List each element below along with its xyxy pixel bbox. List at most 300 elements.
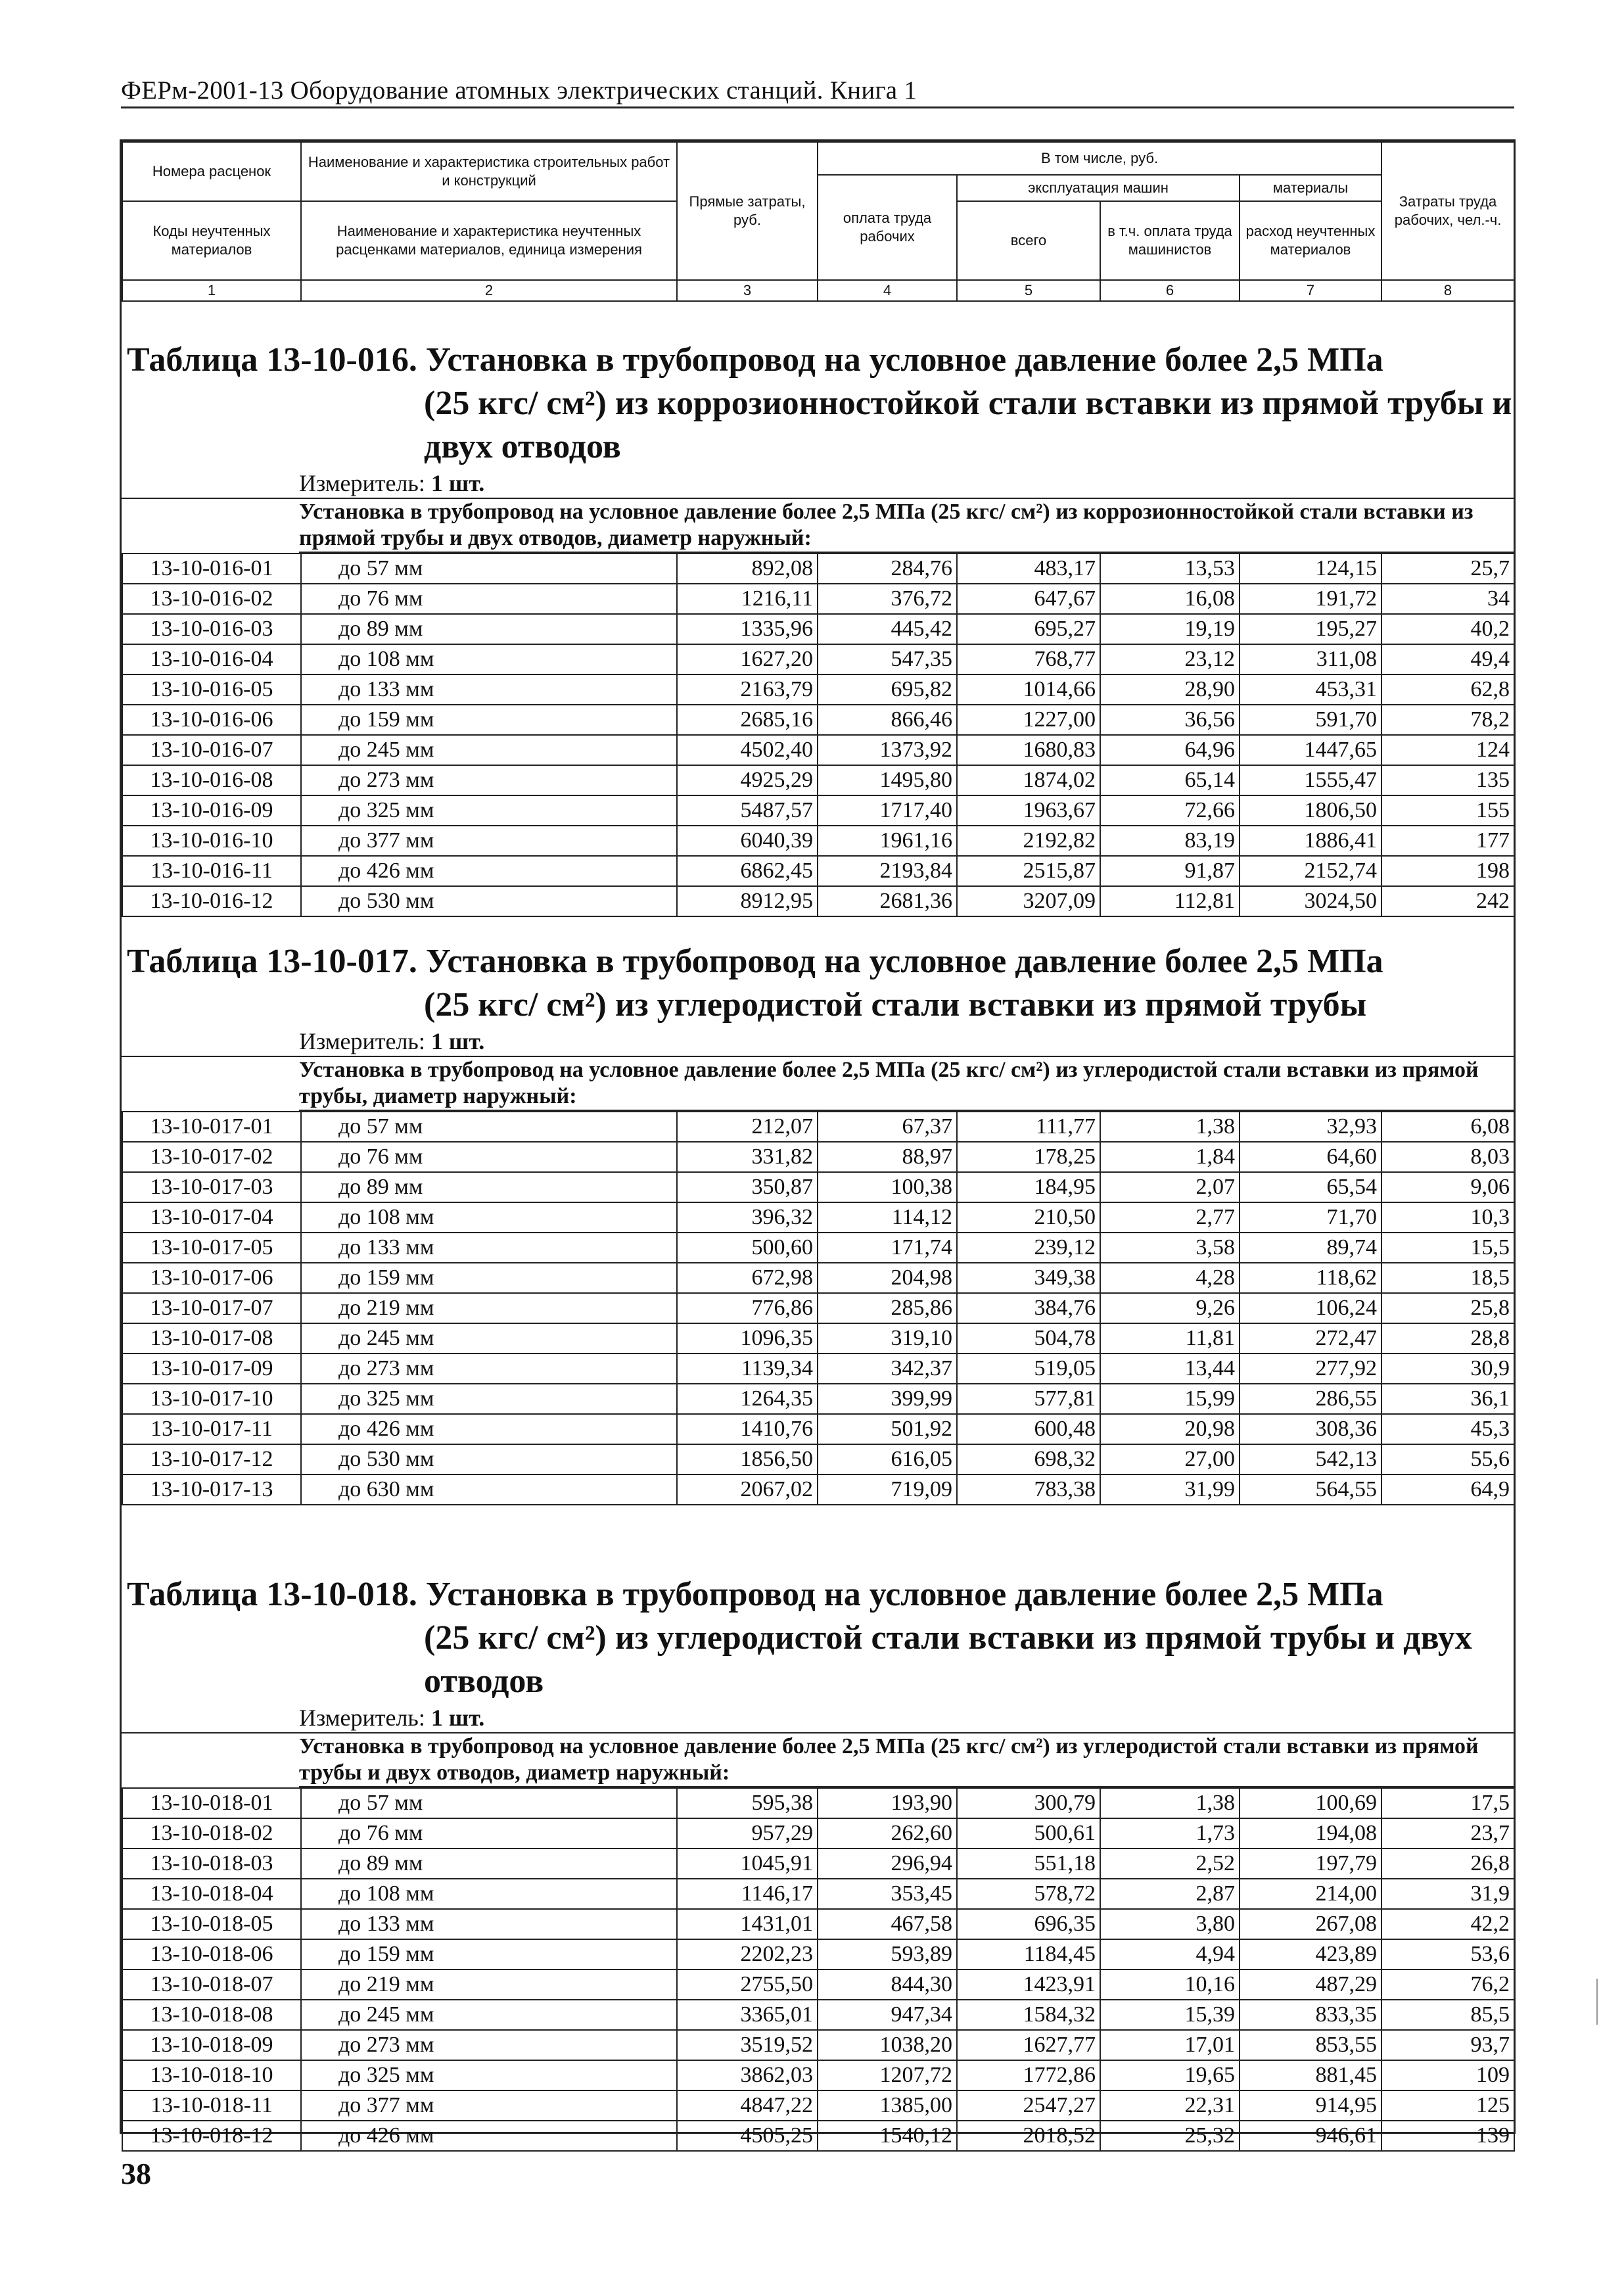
direct-cost-cell: 396,32 [677, 1202, 818, 1233]
materials-cell: 423,89 [1240, 1939, 1381, 1969]
table-title-line: (25 кгс/ см²) из коррозионностойкой стали вставки из прямой трубы и [424, 385, 1512, 422]
header-col5: всего [957, 201, 1100, 280]
machine-total-cell: 1963,67 [957, 795, 1100, 826]
direct-cost-cell: 2202,23 [677, 1939, 818, 1969]
labor-pay-cell: 616,05 [818, 1444, 957, 1474]
operator-pay-cell: 2,07 [1100, 1172, 1240, 1202]
table-row [122, 1414, 1514, 1444]
labor-hours-cell: 155 [1381, 795, 1514, 826]
operator-pay-cell: 10,16 [1100, 1969, 1240, 2000]
labor-pay-cell: 284,76 [818, 554, 957, 584]
labor-hours-cell: 139 [1381, 2121, 1514, 2151]
direct-cost-cell: 3365,01 [677, 2000, 818, 2030]
table-row [122, 1909, 1514, 1939]
operator-pay-cell: 13,53 [1100, 554, 1240, 584]
table-row [122, 1818, 1514, 1849]
materials-cell: 124,15 [1240, 554, 1381, 584]
labor-hours-cell: 177 [1381, 826, 1514, 856]
direct-cost-cell: 2067,02 [677, 1474, 818, 1505]
rate-code-cell: 13-10-018-07 [122, 1969, 301, 2000]
materials-cell: 64,60 [1240, 1142, 1381, 1172]
operator-pay-cell: 19,65 [1100, 2060, 1240, 2090]
header-number: 8 [1381, 280, 1514, 301]
machine-total-cell: 600,48 [957, 1414, 1100, 1444]
machine-total-cell: 519,05 [957, 1354, 1100, 1384]
table-row [122, 886, 1514, 916]
direct-cost-cell: 1139,34 [677, 1354, 818, 1384]
labor-pay-cell: 1717,40 [818, 795, 957, 826]
diameter-cell: до 325 мм [301, 1384, 677, 1414]
table-row [122, 1354, 1514, 1384]
operator-pay-cell: 16,08 [1100, 584, 1240, 614]
diameter-cell: до 57 мм [301, 1788, 677, 1818]
meter-label: Измеритель: [299, 1705, 425, 1731]
diameter-cell: до 426 мм [301, 1414, 677, 1444]
header-materials: материалы [1240, 175, 1381, 201]
direct-cost-cell: 1096,35 [677, 1323, 818, 1354]
operator-pay-cell: 3,58 [1100, 1233, 1240, 1263]
labor-pay-cell: 285,86 [818, 1293, 957, 1323]
labor-hours-cell: 30,9 [1381, 1354, 1514, 1384]
direct-cost-cell: 8912,95 [677, 886, 818, 916]
labor-pay-cell: 342,37 [818, 1354, 957, 1384]
diameter-cell: до 530 мм [301, 1444, 677, 1474]
header-col2-top: Наименование и характеристика строительных работ и конструкций [301, 142, 677, 201]
labor-pay-cell: 376,72 [818, 584, 957, 614]
direct-cost-cell: 3862,03 [677, 2060, 818, 2090]
diameter-cell: до 57 мм [301, 1112, 677, 1142]
rate-code-cell: 13-10-018-09 [122, 2030, 301, 2060]
table-block-13-10-018 [122, 1573, 1514, 2152]
meter-value: 1 шт. [430, 1028, 485, 1054]
diameter-cell: до 76 мм [301, 584, 677, 614]
direct-cost-cell: 672,98 [677, 1263, 818, 1293]
materials-cell: 118,62 [1240, 1263, 1381, 1293]
operator-pay-cell: 17,01 [1100, 2030, 1240, 2060]
labor-hours-cell: 31,9 [1381, 1879, 1514, 1909]
table-title-line: Таблица 13-10-018. Установка в трубопровод на условное давление более 2,5 МПа [127, 1576, 1383, 1613]
rate-code-cell: 13-10-017-02 [122, 1142, 301, 1172]
direct-cost-cell: 595,38 [677, 1788, 818, 1818]
machine-total-cell: 1423,91 [957, 1969, 1100, 2000]
diameter-cell: до 325 мм [301, 2060, 677, 2090]
labor-pay-cell: 467,58 [818, 1909, 957, 1939]
table-row [122, 765, 1514, 795]
machine-total-cell: 178,25 [957, 1142, 1100, 1172]
materials-cell: 106,24 [1240, 1293, 1381, 1323]
operator-pay-cell: 65,14 [1100, 765, 1240, 795]
operator-pay-cell: 2,77 [1100, 1202, 1240, 1233]
table-row [122, 1444, 1514, 1474]
margin-mark [1596, 1979, 1598, 2025]
diameter-cell: до 57 мм [301, 554, 677, 584]
document-body [120, 139, 1516, 2148]
labor-pay-cell: 719,09 [818, 1474, 957, 1505]
header-machines: эксплуатация машин [957, 175, 1240, 201]
rate-code-cell: 13-10-016-08 [122, 765, 301, 795]
table-row [122, 705, 1514, 735]
table-row [122, 1384, 1514, 1414]
operator-pay-cell: 25,32 [1100, 2121, 1240, 2151]
header-including: В том числе, руб. [818, 142, 1381, 175]
rate-code-cell: 13-10-017-06 [122, 1263, 301, 1293]
operator-pay-cell: 1,38 [1100, 1112, 1240, 1142]
diameter-cell: до 426 мм [301, 2121, 677, 2151]
machine-total-cell: 1227,00 [957, 705, 1100, 735]
diameter-cell: до 245 мм [301, 1323, 677, 1354]
materials-cell: 1886,41 [1240, 826, 1381, 856]
table-row [122, 1202, 1514, 1233]
labor-hours-cell: 109 [1381, 2060, 1514, 2090]
table-row [122, 1939, 1514, 1969]
operator-pay-cell: 22,31 [1100, 2090, 1240, 2121]
rate-code-cell: 13-10-016-02 [122, 584, 301, 614]
direct-cost-cell: 350,87 [677, 1172, 818, 1202]
labor-hours-cell: 25,8 [1381, 1293, 1514, 1323]
labor-hours-cell: 85,5 [1381, 2000, 1514, 2030]
direct-cost-cell: 1335,96 [677, 614, 818, 644]
meter-value: 1 шт. [430, 470, 485, 496]
rate-code-cell: 13-10-017-12 [122, 1444, 301, 1474]
operator-pay-cell: 15,39 [1100, 2000, 1240, 2030]
table-row [122, 1788, 1514, 1818]
table-row [122, 2090, 1514, 2121]
labor-pay-cell: 445,42 [818, 614, 957, 644]
materials-cell: 914,95 [1240, 2090, 1381, 2121]
rate-code-cell: 13-10-016-06 [122, 705, 301, 735]
header-number: 4 [818, 280, 957, 301]
machine-total-cell: 210,50 [957, 1202, 1100, 1233]
header-col3: Прямые затраты, руб. [677, 142, 818, 280]
diameter-cell: до 219 мм [301, 1293, 677, 1323]
direct-cost-cell: 500,60 [677, 1233, 818, 1263]
rate-code-cell: 13-10-016-12 [122, 886, 301, 916]
labor-pay-cell: 262,60 [818, 1818, 957, 1849]
machine-total-cell: 1874,02 [957, 765, 1100, 795]
operator-pay-cell: 91,87 [1100, 856, 1240, 886]
diameter-cell: до 273 мм [301, 765, 677, 795]
labor-hours-cell: 15,5 [1381, 1233, 1514, 1263]
header-col8: Затраты труда рабочих, чел.-ч. [1381, 142, 1514, 280]
rate-code-cell: 13-10-016-04 [122, 644, 301, 674]
labor-pay-cell: 593,89 [818, 1939, 957, 1969]
rate-code-cell: 13-10-017-11 [122, 1414, 301, 1444]
labor-hours-cell: 40,2 [1381, 614, 1514, 644]
labor-pay-cell: 114,12 [818, 1202, 957, 1233]
table-row [122, 1142, 1514, 1172]
rate-code-cell: 13-10-017-10 [122, 1384, 301, 1414]
table-row [122, 554, 1514, 584]
labor-pay-cell: 399,99 [818, 1384, 957, 1414]
machine-total-cell: 783,38 [957, 1474, 1100, 1505]
rate-code-cell: 13-10-018-02 [122, 1818, 301, 1849]
labor-pay-cell: 866,46 [818, 705, 957, 735]
direct-cost-cell: 331,82 [677, 1142, 818, 1172]
materials-cell: 542,13 [1240, 1444, 1381, 1474]
section-label: Установка в трубопровод на условное давление более 2,5 МПа (25 кгс/ см²) из углеродистой стали вставки из прямой трубы, диаметр наружный: [299, 1057, 1514, 1111]
materials-cell: 2152,74 [1240, 856, 1381, 886]
labor-pay-cell: 844,30 [818, 1969, 957, 2000]
labor-hours-cell: 9,06 [1381, 1172, 1514, 1202]
machine-total-cell: 696,35 [957, 1909, 1100, 1939]
machine-total-cell: 647,67 [957, 584, 1100, 614]
direct-cost-cell: 1856,50 [677, 1444, 818, 1474]
machine-total-cell: 2547,27 [957, 2090, 1100, 2121]
rate-code-cell: 13-10-018-11 [122, 2090, 301, 2121]
labor-hours-cell: 36,1 [1381, 1384, 1514, 1414]
rate-code-cell: 13-10-017-07 [122, 1293, 301, 1323]
direct-cost-cell: 4505,25 [677, 2121, 818, 2151]
machine-total-cell: 2192,82 [957, 826, 1100, 856]
rate-table [122, 1787, 1515, 2152]
direct-cost-cell: 4925,29 [677, 765, 818, 795]
materials-cell: 195,27 [1240, 614, 1381, 644]
machine-total-cell: 1680,83 [957, 735, 1100, 765]
direct-cost-cell: 2163,79 [677, 674, 818, 705]
labor-pay-cell: 1961,16 [818, 826, 957, 856]
meter-line [122, 469, 1514, 499]
materials-cell: 65,54 [1240, 1172, 1381, 1202]
header-number: 3 [677, 280, 818, 301]
labor-hours-cell: 242 [1381, 886, 1514, 916]
labor-hours-cell: 34 [1381, 584, 1514, 614]
operator-pay-cell: 20,98 [1100, 1414, 1240, 1444]
direct-cost-cell: 4502,40 [677, 735, 818, 765]
machine-total-cell: 349,38 [957, 1263, 1100, 1293]
meter-value: 1 шт. [430, 1705, 485, 1731]
page-number: 38 [121, 2157, 151, 2190]
labor-pay-cell: 204,98 [818, 1263, 957, 1293]
materials-cell: 32,93 [1240, 1112, 1381, 1142]
rate-code-cell: 13-10-018-10 [122, 2060, 301, 2090]
table-row [122, 2030, 1514, 2060]
diameter-cell: до 108 мм [301, 1202, 677, 1233]
direct-cost-cell: 2685,16 [677, 705, 818, 735]
labor-pay-cell: 501,92 [818, 1414, 957, 1444]
rate-code-cell: 13-10-017-09 [122, 1354, 301, 1384]
diameter-cell: до 377 мм [301, 2090, 677, 2121]
materials-cell: 833,35 [1240, 2000, 1381, 2030]
operator-pay-cell: 83,19 [1100, 826, 1240, 856]
table-title [122, 339, 1514, 469]
header-col4: оплата труда рабочих [818, 175, 957, 280]
labor-pay-cell: 547,35 [818, 644, 957, 674]
machine-total-cell: 1584,32 [957, 2000, 1100, 2030]
table-title-line: Таблица 13-10-017. Установка в трубопровод на условное давление более 2,5 МПа [127, 943, 1383, 980]
labor-hours-cell: 18,5 [1381, 1263, 1514, 1293]
labor-pay-cell: 171,74 [818, 1233, 957, 1263]
table-row [122, 1293, 1514, 1323]
direct-cost-cell: 212,07 [677, 1112, 818, 1142]
materials-cell: 564,55 [1240, 1474, 1381, 1505]
table-row [122, 1969, 1514, 2000]
table-row [122, 644, 1514, 674]
machine-total-cell: 504,78 [957, 1323, 1100, 1354]
table-title-line: (25 кгс/ см²) из углеродистой стали вставки из прямой трубы и двух [424, 1619, 1472, 1657]
labor-pay-cell: 695,82 [818, 674, 957, 705]
table-row [122, 1849, 1514, 1879]
operator-pay-cell: 27,00 [1100, 1444, 1240, 1474]
header-number: 2 [301, 280, 677, 301]
labor-pay-cell: 2193,84 [818, 856, 957, 886]
labor-hours-cell: 62,8 [1381, 674, 1514, 705]
table-row [122, 1474, 1514, 1505]
machine-total-cell: 1772,86 [957, 2060, 1100, 2090]
direct-cost-cell: 1431,01 [677, 1909, 818, 1939]
labor-hours-cell: 6,08 [1381, 1112, 1514, 1142]
direct-cost-cell: 1216,11 [677, 584, 818, 614]
page-header: ФЕРм-2001-13 Оборудование атомных электрических станций. Книга 1 [121, 75, 1514, 108]
machine-total-cell: 2515,87 [957, 856, 1100, 886]
materials-cell: 71,70 [1240, 1202, 1381, 1233]
header-number: 6 [1100, 280, 1240, 301]
diameter-cell: до 630 мм [301, 1474, 677, 1505]
materials-cell: 311,08 [1240, 644, 1381, 674]
labor-pay-cell: 319,10 [818, 1323, 957, 1354]
column-header-table [122, 141, 1515, 302]
rate-code-cell: 13-10-017-13 [122, 1474, 301, 1505]
labor-pay-cell: 193,90 [818, 1788, 957, 1818]
operator-pay-cell: 28,90 [1100, 674, 1240, 705]
labor-hours-cell: 17,5 [1381, 1788, 1514, 1818]
operator-pay-cell: 15,99 [1100, 1384, 1240, 1414]
rate-code-cell: 13-10-018-12 [122, 2121, 301, 2151]
header-number: 1 [122, 280, 301, 301]
diameter-cell: до 89 мм [301, 1172, 677, 1202]
table-block-13-10-016 [122, 339, 1514, 917]
machine-total-cell: 1014,66 [957, 674, 1100, 705]
header-col2-bottom: Наименование и характеристика неучтенных расценками материалов, единица измерения [301, 201, 677, 280]
direct-cost-cell: 776,86 [677, 1293, 818, 1323]
operator-pay-cell: 13,44 [1100, 1354, 1240, 1384]
operator-pay-cell: 2,52 [1100, 1849, 1240, 1879]
meter-line [122, 1027, 1514, 1057]
machine-total-cell: 3207,09 [957, 886, 1100, 916]
rate-code-cell: 13-10-017-05 [122, 1233, 301, 1263]
machine-total-cell: 698,32 [957, 1444, 1100, 1474]
direct-cost-cell: 2755,50 [677, 1969, 818, 2000]
labor-pay-cell: 1207,72 [818, 2060, 957, 2090]
direct-cost-cell: 1264,35 [677, 1384, 818, 1414]
labor-hours-cell: 49,4 [1381, 644, 1514, 674]
labor-hours-cell: 76,2 [1381, 1969, 1514, 2000]
table-title-line: двух отводов [424, 428, 621, 465]
table-row [122, 1263, 1514, 1293]
diameter-cell: до 76 мм [301, 1818, 677, 1849]
labor-pay-cell: 1495,80 [818, 765, 957, 795]
table-title [122, 1573, 1514, 1703]
rate-code-cell: 13-10-016-09 [122, 795, 301, 826]
labor-hours-cell: 64,9 [1381, 1474, 1514, 1505]
section-label: Установка в трубопровод на условное давление более 2,5 МПа (25 кгс/ см²) из коррозионностойкой стали вставки из прямой трубы и двух отводов, диаметр наружный: [299, 499, 1514, 553]
table-title-line: Таблица 13-10-016. Установка в трубопровод на условное давление более 2,5 МПа [127, 341, 1383, 379]
labor-hours-cell: 45,3 [1381, 1414, 1514, 1444]
header-col6: в т.ч. оплата труда машинистов [1100, 201, 1240, 280]
labor-pay-cell: 88,97 [818, 1142, 957, 1172]
table-row [122, 1233, 1514, 1263]
diameter-cell: до 133 мм [301, 1909, 677, 1939]
labor-hours-cell: 135 [1381, 765, 1514, 795]
rate-code-cell: 13-10-017-08 [122, 1323, 301, 1354]
materials-cell: 1806,50 [1240, 795, 1381, 826]
table-row [122, 614, 1514, 644]
labor-pay-cell: 100,38 [818, 1172, 957, 1202]
machine-total-cell: 300,79 [957, 1788, 1100, 1818]
materials-cell: 946,61 [1240, 2121, 1381, 2151]
labor-pay-cell: 296,94 [818, 1849, 957, 1879]
diameter-cell: до 377 мм [301, 826, 677, 856]
materials-cell: 267,08 [1240, 1909, 1381, 1939]
rate-code-cell: 13-10-016-05 [122, 674, 301, 705]
materials-cell: 197,79 [1240, 1849, 1381, 1879]
machine-total-cell: 551,18 [957, 1849, 1100, 1879]
header-number: 7 [1240, 280, 1381, 301]
labor-pay-cell: 67,37 [818, 1112, 957, 1142]
table-row [122, 2000, 1514, 2030]
materials-cell: 591,70 [1240, 705, 1381, 735]
operator-pay-cell: 4,94 [1100, 1939, 1240, 1969]
direct-cost-cell: 3519,52 [677, 2030, 818, 2060]
diameter-cell: до 273 мм [301, 1354, 677, 1384]
machine-total-cell: 1627,77 [957, 2030, 1100, 2060]
rate-code-cell: 13-10-018-05 [122, 1909, 301, 1939]
diameter-cell: до 108 мм [301, 644, 677, 674]
operator-pay-cell: 4,28 [1100, 1263, 1240, 1293]
diameter-cell: до 159 мм [301, 1939, 677, 1969]
header-number: 5 [957, 280, 1100, 301]
operator-pay-cell: 19,19 [1100, 614, 1240, 644]
diameter-cell: до 426 мм [301, 856, 677, 886]
header-col1-bottom: Коды неучтенных материалов [122, 201, 301, 280]
direct-cost-cell: 957,29 [677, 1818, 818, 1849]
direct-cost-cell: 1045,91 [677, 1849, 818, 1879]
materials-cell: 853,55 [1240, 2030, 1381, 2060]
materials-cell: 3024,50 [1240, 886, 1381, 916]
direct-cost-cell: 6862,45 [677, 856, 818, 886]
table-title [122, 940, 1514, 1027]
direct-cost-cell: 6040,39 [677, 826, 818, 856]
machine-total-cell: 695,27 [957, 614, 1100, 644]
labor-hours-cell: 78,2 [1381, 705, 1514, 735]
labor-pay-cell: 1373,92 [818, 735, 957, 765]
rate-code-cell: 13-10-016-10 [122, 826, 301, 856]
operator-pay-cell: 2,87 [1100, 1879, 1240, 1909]
table-row [122, 826, 1514, 856]
rate-code-cell: 13-10-017-04 [122, 1202, 301, 1233]
machine-total-cell: 500,61 [957, 1818, 1100, 1849]
diameter-cell: до 245 мм [301, 2000, 677, 2030]
machine-total-cell: 239,12 [957, 1233, 1100, 1263]
materials-cell: 214,00 [1240, 1879, 1381, 1909]
diameter-cell: до 133 мм [301, 674, 677, 705]
rate-code-cell: 13-10-016-07 [122, 735, 301, 765]
labor-pay-cell: 1385,00 [818, 2090, 957, 2121]
materials-cell: 100,69 [1240, 1788, 1381, 1818]
diameter-cell: до 108 мм [301, 1879, 677, 1909]
table-row [122, 1172, 1514, 1202]
materials-cell: 89,74 [1240, 1233, 1381, 1263]
labor-pay-cell: 1540,12 [818, 2121, 957, 2151]
machine-total-cell: 578,72 [957, 1879, 1100, 1909]
rate-table [122, 553, 1515, 917]
table-block-13-10-017 [122, 940, 1514, 1505]
diameter-cell: до 219 мм [301, 1969, 677, 2000]
operator-pay-cell: 36,56 [1100, 705, 1240, 735]
table-row [122, 584, 1514, 614]
table-title-line: (25 кгс/ см²) из углеродистой стали вставки из прямой трубы [424, 986, 1367, 1024]
direct-cost-cell: 1410,76 [677, 1414, 818, 1444]
rate-code-cell: 13-10-016-03 [122, 614, 301, 644]
